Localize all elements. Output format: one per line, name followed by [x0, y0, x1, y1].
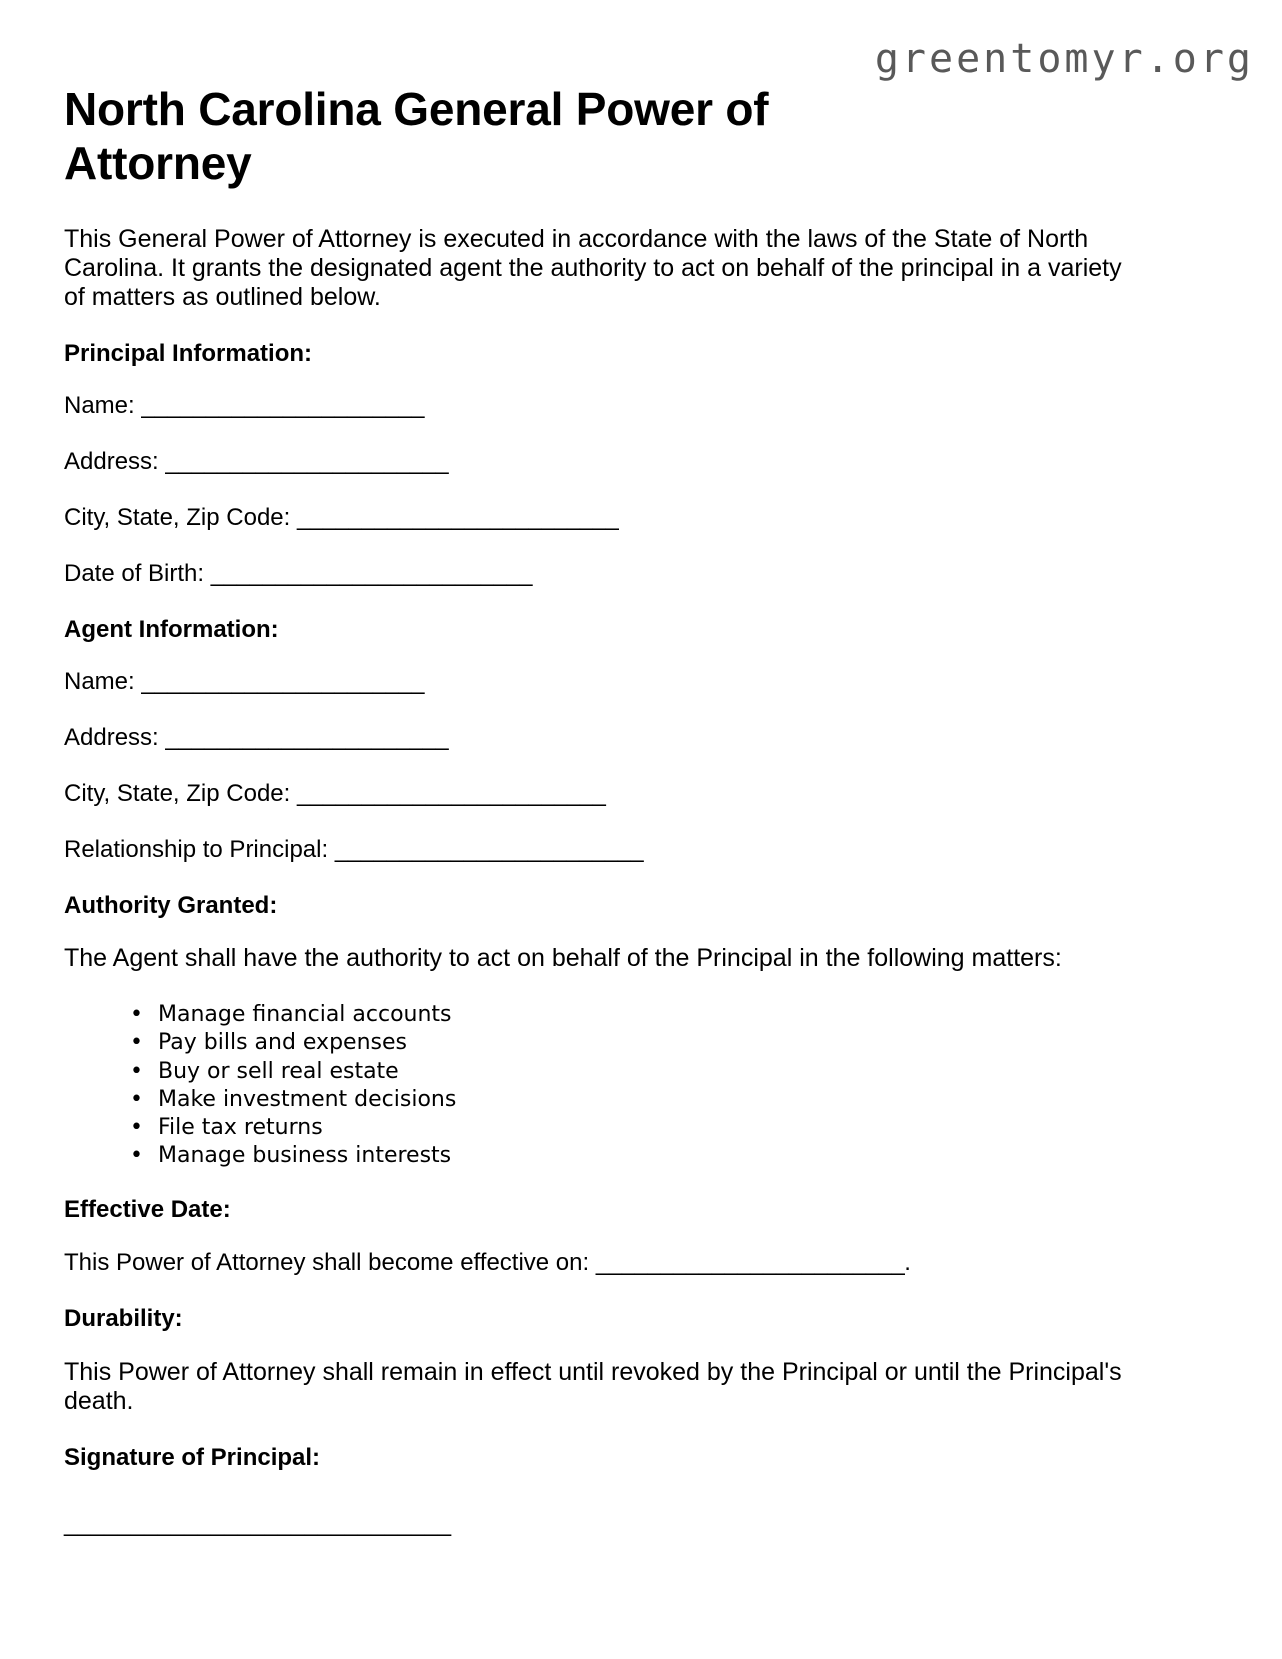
list-item: • Buy or sell real estate — [130, 1058, 1124, 1086]
list-item: • Manage business interests — [130, 1142, 1124, 1170]
principal-name-label: Name: — [64, 392, 142, 420]
agent-name-blank[interactable]: ______________________ — [141, 668, 425, 696]
principal-city-state-zip-blank[interactable]: _________________________ — [296, 503, 619, 531]
list-item: • File tax returns — [130, 1114, 1124, 1142]
principal-address-blank[interactable]: ______________________ — [165, 448, 449, 476]
agent-city-state-zip-label: City, State, Zip Code: — [64, 779, 297, 807]
agent-city-state-zip-blank[interactable]: ________________________ — [296, 779, 606, 807]
list-item: • Make investment decisions — [130, 1086, 1124, 1114]
principal-city-state-zip-label: City, State, Zip Code: — [64, 503, 297, 531]
page-title: North Carolina General Power of Attorney — [64, 83, 769, 190]
agent-name-field — [64, 668, 1124, 697]
agent-address-label: Address: — [64, 724, 166, 752]
site-watermark: greentomyr.org — [874, 36, 1254, 82]
principal-date-of-birth-blank[interactable]: _________________________ — [210, 559, 532, 587]
principal-address-label: Address: — [64, 448, 166, 476]
principal-date-of-birth-field — [64, 560, 1124, 589]
authority-granted-intro: The Agent shall have the authority to act on behalf of the Principal in the following matters: — [64, 944, 1062, 973]
durability-heading: Durability: — [64, 1304, 183, 1332]
principal-city-state-zip-field — [64, 504, 1124, 533]
agent-relationship-field — [64, 836, 1124, 865]
agent-relationship-label: Relationship to Principal: — [64, 835, 335, 863]
authority-granted-list — [64, 1001, 1124, 1170]
agent-information-heading: Agent Information: — [64, 615, 279, 643]
signature-of-principal-heading: Signature of Principal: — [64, 1443, 321, 1471]
signature-of-principal-blank[interactable]: _____________________________ — [64, 1510, 452, 1538]
document-content — [64, 82, 1124, 1539]
authority-granted-heading: Authority Granted: — [64, 891, 278, 919]
principal-address-field — [64, 448, 1124, 477]
agent-name-label: Name: — [64, 668, 142, 696]
agent-address-blank[interactable]: ______________________ — [165, 724, 449, 752]
effective-date-blank[interactable]: ________________________ — [595, 1249, 905, 1277]
effective-date-field — [64, 1249, 1124, 1278]
principal-date-of-birth-label: Date of Birth: — [64, 559, 211, 587]
principal-name-blank[interactable]: ______________________ — [141, 392, 425, 420]
effective-date-heading: Effective Date: — [64, 1196, 231, 1224]
principal-information-heading: Principal Information: — [64, 339, 313, 367]
effective-date-period: . — [904, 1249, 911, 1277]
durability-text: This Power of Attorney shall remain in effect until revoked by the Principal or until the Principal's death. — [64, 1357, 1122, 1415]
agent-city-state-zip-field — [64, 780, 1124, 809]
list-item: • Manage financial accounts — [130, 1001, 1124, 1029]
agent-address-field — [64, 724, 1124, 753]
agent-relationship-blank[interactable]: ________________________ — [334, 835, 644, 863]
effective-date-label: This Power of Attorney shall become effective on: — [64, 1249, 596, 1277]
intro-paragraph: This General Power of Attorney is executed in accordance with the laws of the State of North Carolina. It grants the designated agent the authority to act on behalf of the principal in a variety of matters as outlined below. — [64, 224, 1122, 311]
list-item: • Pay bills and expenses — [130, 1029, 1124, 1057]
principal-name-field — [64, 392, 1124, 421]
